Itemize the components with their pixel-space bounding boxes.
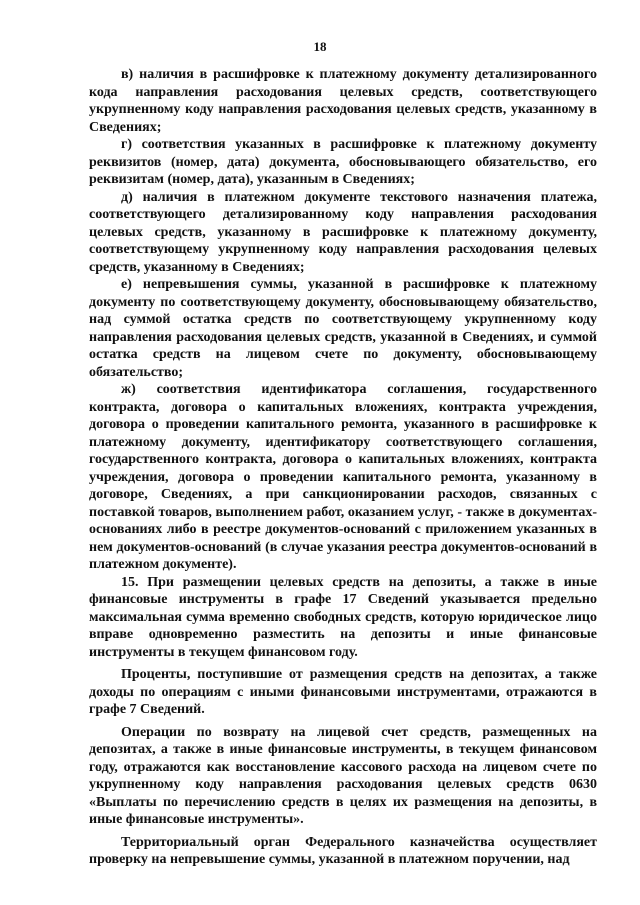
- paragraph-treasury-check: Территориальный орган Федерального казначейства осуществляет проверку на непревышение суммы, указанной в платежном поручении, над: [89, 834, 597, 867]
- paragraph-v: в) наличия в расшифровке к платежному документу детализированного кода направления расходования целевых средств, соответствующего укрупненному коду направления расходования целевых средств, указанному в Сведениях;: [89, 67, 597, 135]
- page-number: 18: [313, 39, 327, 54]
- paragraph-interest: Проценты, поступившие от размещения средств на депозитах, а также доходы по операциям с иными финансовыми инструментами, отражаются в графе 7 Сведений.: [89, 667, 597, 717]
- paragraph-15: 15. При размещении целевых средств на депозиты, а также в иные финансовые инструменты в графе 17 Сведений указывается предельно максимальная сумма временно свободных средств, которую юридическое лицо вправе одновременно разместить на депозиты и иные финансовые инструменты в текущем финансовом году.: [89, 574, 597, 660]
- paragraph-zh: ж) соответствия идентификатора соглашения, государственного контракта, договора о капитальных вложениях, контракта учреждения, договора о проведении капитального ремонта, указанного в расшифровке к платежному документу, идентификатору соответствующего соглашения, государственного контракта, договора о капитальных вложениях, контракта учреждения, договора о проведении капитального ремонта, указанному в договоре, Сведениях, а при санкционировании расходов, связанных с поставкой товаров, выполнением работ, оказанием услуг, - также в документах-основаниях либо в реестре документов-оснований с приложением указанных в нем документов-оснований (в случае указания реестра документов-оснований в платежном документе).: [89, 382, 597, 572]
- paragraph-g: г) соответствия указанных в расшифровке к платежному документу реквизитов (номер, дата) документа, обосновывающего обязательство, его реквизитам (номер, дата), указанным в Сведениях;: [89, 137, 597, 187]
- body-text: [89, 66, 597, 869]
- paragraph-d: д) наличия в платежном документе текстового назначения платежа, соответствующего детализированному коду направления расходования целевых средств, указанному в расшифровке к платежному документу, соответствующему укрупненному коду направления расходования целевых средств, указанному в Сведениях;: [89, 189, 597, 275]
- paragraph-return-operations: Операции по возврату на лицевой счет средств, размещенных на депозитах, а также в иные финансовые инструменты, в текущем финансовом году, отражаются как восстановление кассового расхода на лицевом счете по укрупненному коду направления расходования целевых средств 0630 «Выплаты по перечислению средств в целях их размещения на депозиты, в иные финансовые инструменты».: [89, 724, 597, 827]
- paragraph-e: е) непревышения суммы, указанной в расшифровке к платежному документу по соответствующему документу, обосновывающему обязательство, над суммой остатка средств по соответствующему укрупненному коду направления расходования целевых средств, указанной в Сведениях, и суммой остатка средств на лицевом счете по документу, обосновывающему обязательство;: [89, 277, 597, 380]
